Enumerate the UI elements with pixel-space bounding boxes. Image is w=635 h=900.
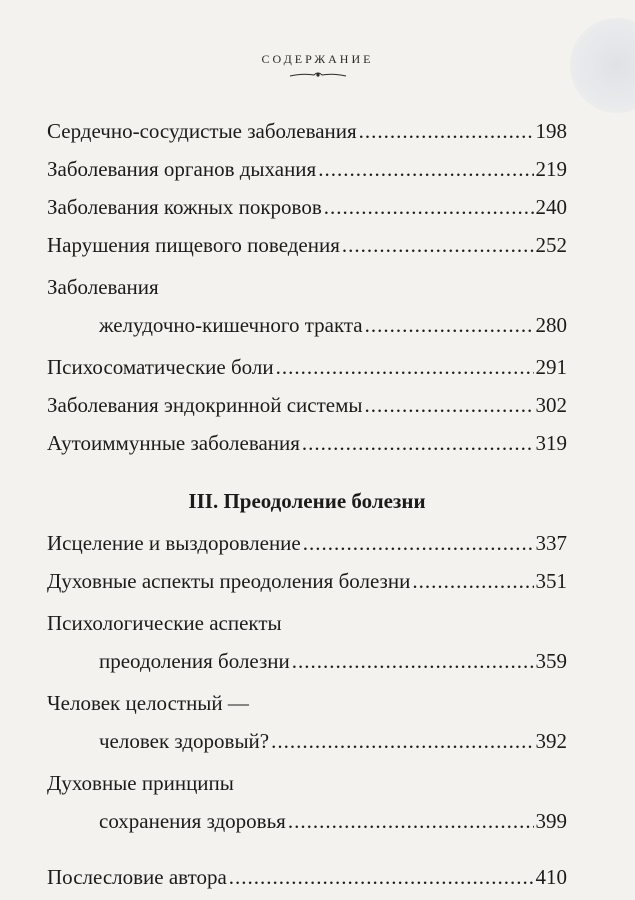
toc-leader-dots (318, 150, 533, 188)
toc-entry-cardiovascular[interactable] (47, 112, 567, 150)
toc-entry-title-line1: Человек целостный — (47, 691, 249, 715)
toc-page-number: 392 (535, 729, 567, 753)
table-of-contents (47, 112, 567, 896)
toc-entry-title-line2: желудочно-кишечного тракта (99, 313, 363, 337)
toc-page-number: 319 (535, 431, 567, 455)
toc-entry-title: Заболевания органов дыхания (47, 157, 317, 181)
toc-entry-title: Психосоматические боли (47, 355, 274, 379)
toc-leader-dots (276, 348, 534, 386)
toc-leader-dots (365, 306, 534, 344)
toc-page-number: 252 (535, 233, 567, 257)
section-heading: III. Преодоление болезни (188, 489, 426, 513)
toc-entry-title: Духовные аспекты преодоления болезни (47, 569, 411, 593)
toc-entry-title-line1: Психологические аспекты (47, 611, 282, 635)
toc-leader-dots (271, 722, 533, 760)
toc-entry-title: Аутоиммунные заболевания (47, 431, 300, 455)
toc-entry-title-line2: человек здоровый? (99, 729, 270, 753)
toc-entry-eating-behavior[interactable] (47, 226, 567, 264)
toc-page-number: 219 (535, 157, 567, 181)
toc-entry-title: Послесловие автора (47, 865, 227, 889)
toc-leader-dots (229, 858, 534, 896)
toc-leader-dots (292, 642, 534, 680)
toc-entry-holistic-person[interactable] (47, 684, 567, 760)
toc-entry-title: Исцеление и выздоровление (47, 531, 301, 555)
toc-entry-title: Заболевания эндокринной системы (47, 393, 363, 417)
toc-page-number: 410 (535, 865, 567, 889)
toc-leader-dots (288, 802, 534, 840)
toc-entry-autoimmune[interactable] (47, 424, 567, 462)
toc-leader-dots (359, 112, 534, 150)
toc-page-number: 291 (535, 355, 567, 379)
toc-entry-skin[interactable] (47, 188, 567, 226)
ornament-icon (288, 69, 348, 81)
toc-entry-title: Сердечно-сосудистые заболевания (47, 119, 357, 143)
toc-entry-healing[interactable] (47, 524, 567, 562)
toc-page-number: 240 (535, 195, 567, 219)
toc-leader-dots (303, 524, 534, 562)
page-header (0, 52, 635, 81)
toc-entry-title: Нарушения пищевого поведения (47, 233, 340, 257)
toc-page-number: 359 (535, 649, 567, 673)
toc-page-number: 198 (535, 119, 567, 143)
toc-entry-title-line2: сохранения здоровья (99, 809, 286, 833)
toc-page-number: 280 (535, 313, 567, 337)
toc-page-number: 351 (535, 569, 567, 593)
toc-entry-title-line2: преодоления болезни (99, 649, 290, 673)
toc-entry-endocrine[interactable] (47, 386, 567, 424)
toc-entry-spiritual-principles[interactable] (47, 764, 567, 840)
toc-entry-title: Заболевания кожных покровов (47, 195, 322, 219)
toc-entry-title-line1: Заболевания (47, 275, 159, 299)
toc-entry-psychological-aspects[interactable] (47, 604, 567, 680)
toc-leader-dots (365, 386, 534, 424)
toc-leader-dots (342, 226, 534, 264)
toc-entry-title-line1: Духовные принципы (47, 771, 234, 795)
toc-entry-spiritual-aspects[interactable] (47, 562, 567, 600)
toc-entry-gastrointestinal[interactable] (47, 268, 567, 344)
toc-leader-dots (412, 562, 533, 600)
toc-leader-dots (324, 188, 534, 226)
toc-entry-respiratory[interactable] (47, 150, 567, 188)
toc-page-number: 399 (535, 809, 567, 833)
toc-page-number: 302 (535, 393, 567, 417)
page-title: СОДЕРЖАНИЕ (261, 52, 374, 66)
toc-leader-dots (302, 424, 534, 462)
toc-entry-psychosomatic-pain[interactable] (47, 348, 567, 386)
toc-entry-afterword[interactable] (47, 858, 567, 896)
toc-page-number: 337 (535, 531, 567, 555)
